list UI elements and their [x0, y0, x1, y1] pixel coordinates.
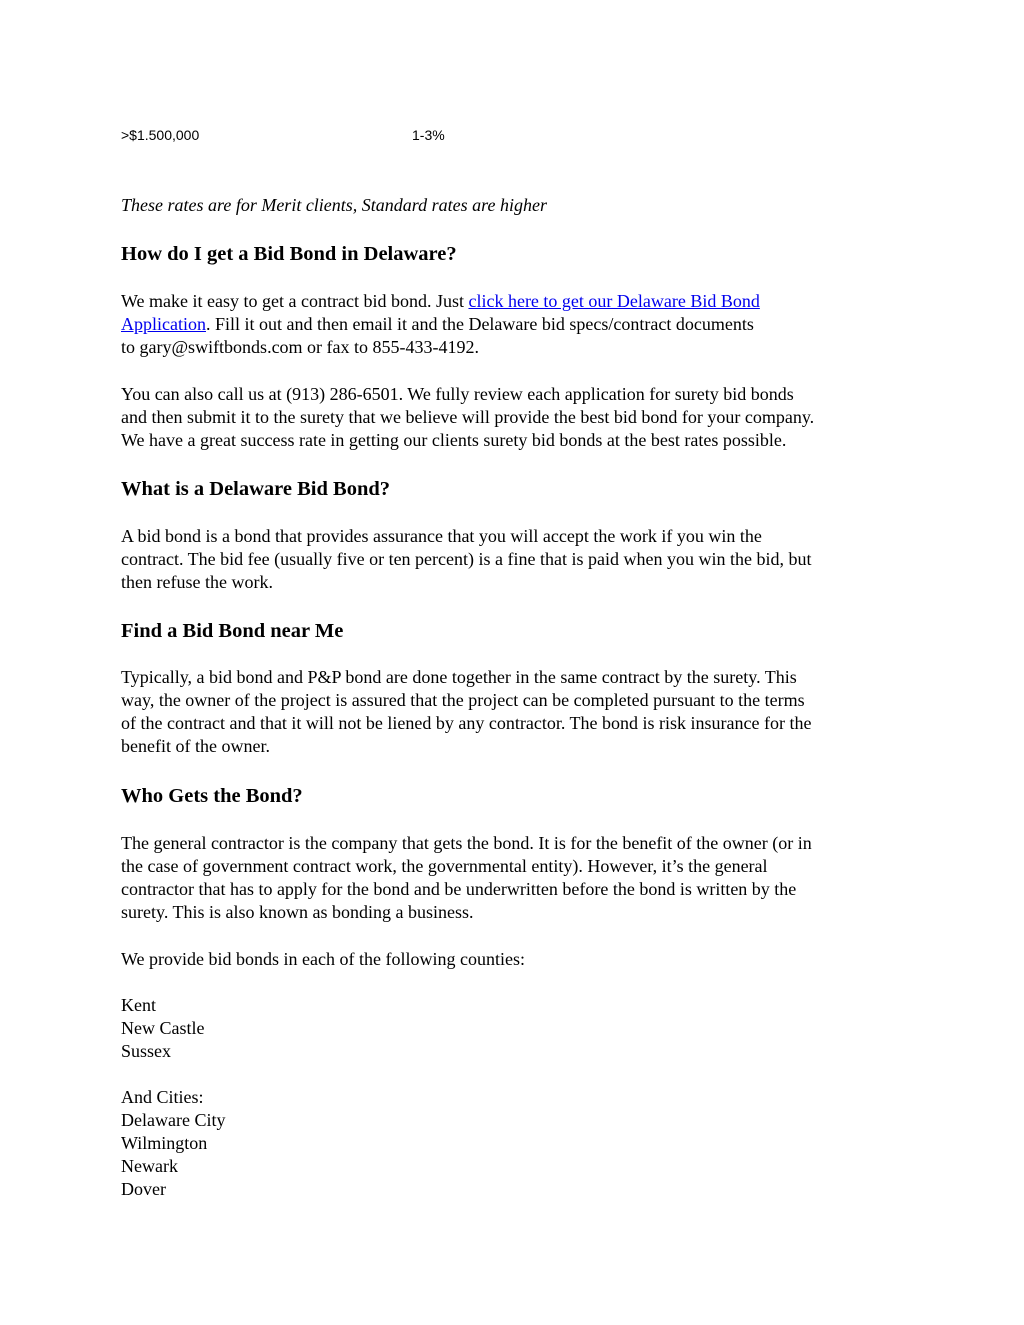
paragraph-line: the case of government contract work, the governmental entity). However, it’s the general — [121, 856, 768, 876]
paragraph-line: contractor that has to apply for the bond and be underwritten before the bond is written by the — [121, 879, 797, 899]
paragraph-line: way, the owner of the project is assured that the project can be completed pursuant to the terms — [121, 690, 805, 710]
counties-list — [121, 994, 911, 1063]
city-item: Wilmington — [121, 1133, 208, 1153]
cities-intro: And Cities: — [121, 1087, 204, 1107]
rate-amount: >$1.500,000 — [121, 127, 200, 143]
paragraph-who-gets-bond — [121, 832, 911, 924]
paragraph-line: A bid bond is a bond that provides assurance that you will accept the work if you win the — [121, 526, 762, 546]
heading-what-is-bid-bond: What is a Delaware Bid Bond? — [121, 478, 391, 500]
paragraph-line: then refuse the work. — [121, 572, 273, 592]
rate-percent: 1-3% — [412, 127, 445, 143]
county-item: Kent — [121, 995, 156, 1015]
counties-intro: We provide bid bonds in each of the following counties: — [121, 949, 525, 969]
paragraph-line: The general contractor is the company that gets the bond. It is for the benefit of the owner (or in — [121, 833, 812, 853]
paragraph-line — [121, 290, 911, 313]
application-link[interactable]: click here to get our Delaware Bid Bond — [468, 291, 760, 311]
city-item: Delaware City — [121, 1110, 226, 1130]
heading-how-to-get-bid-bond: How do I get a Bid Bond in Delaware? — [121, 243, 457, 265]
paragraph-line: benefit of the owner. — [121, 736, 270, 756]
application-link-continued[interactable]: Application — [121, 314, 206, 334]
paragraph-line: surety. This is also known as bonding a business. — [121, 902, 474, 922]
paragraph-line: Typically, a bid bond and P&P bond are done together in the same contract by the surety. This — [121, 667, 797, 687]
paragraph-what-is-bid-bond — [121, 525, 911, 594]
paragraph-line: of the contract and that it will not be liened by any contractor. The bond is risk insurance for the — [121, 713, 812, 733]
paragraph-line: You can also call us at (913) 286-6501. We fully review each application for surety bid bonds — [121, 384, 794, 404]
county-item: Sussex — [121, 1041, 172, 1061]
paragraph-find-bid-bond — [121, 666, 911, 758]
text-segment: . Fill it out and then email it and the Delaware bid specs/contract documents — [205, 314, 754, 334]
paragraph-line: We have a great success rate in getting our clients surety bid bonds at the best rates possible. — [121, 430, 787, 450]
paragraph-line: to gary@swiftbonds.com or fax to 855-433-4192. — [121, 337, 480, 357]
paragraph-how-to-apply — [121, 290, 911, 359]
heading-who-gets-bond: Who Gets the Bond? — [121, 785, 303, 807]
paragraph-line: and then submit it to the surety that we believe will provide the best bid bond for your company. — [121, 407, 815, 427]
county-item: New Castle — [121, 1018, 205, 1038]
city-item: Dover — [121, 1179, 166, 1199]
cities-list — [121, 1086, 911, 1201]
paragraph-line: contract. The bid fee (usually five or ten percent) is a fine that is paid when you win the bid, but — [121, 549, 812, 569]
heading-find-bid-bond: Find a Bid Bond near Me — [121, 620, 344, 642]
paragraph-call-us — [121, 383, 911, 452]
paragraph-line — [121, 313, 911, 336]
rates-note: These rates are for Merit clients, Standard rates are higher — [121, 195, 547, 215]
text-segment: We make it easy to get a contract bid bond. Just — [121, 291, 469, 311]
city-item: Newark — [121, 1156, 178, 1176]
